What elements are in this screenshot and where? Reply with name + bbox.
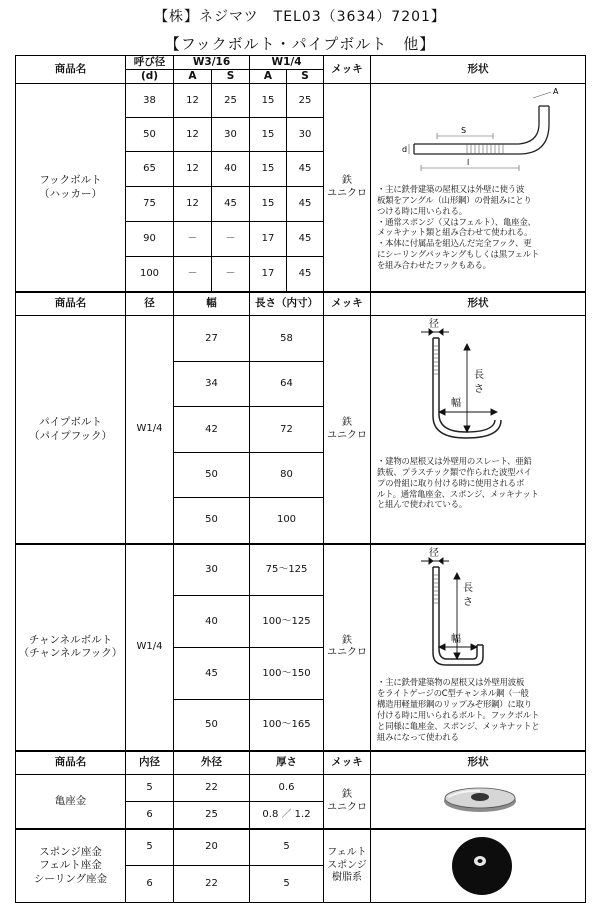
shape-hook [371, 84, 586, 292]
note-line: と同様に亀座金、スポンジ、メッキナットと [377, 720, 540, 731]
note-line: にシーリングパッキングもしくは黒フェルト [377, 249, 540, 260]
header-s: S [212, 70, 250, 84]
cell-outer: 25 [174, 802, 250, 829]
plating-hook [324, 84, 371, 292]
note-line: プの骨組に取り付ける時に使用されるボ [377, 477, 525, 488]
product-name-hook-bolt [16, 84, 126, 292]
plating-kame [324, 775, 371, 829]
cell-width: 50 [174, 700, 250, 751]
note-line: 組みになって使われる [377, 731, 459, 742]
note-line: つける時に用いられる。 [377, 205, 467, 216]
note-line: メッキナット類と組み合わせて使われる。 [377, 227, 533, 238]
cell-length: 80 [250, 453, 324, 498]
cell-s: 40 [212, 152, 250, 187]
product-name-line: スポンジ座金 [39, 846, 102, 859]
label-length: さ [463, 596, 473, 608]
header-s: S [287, 70, 324, 84]
label-a: A [553, 87, 559, 97]
cell-s: 25 [287, 84, 324, 118]
shape-channel [371, 544, 586, 751]
note-line: と組んで使われている。 [377, 499, 467, 510]
header-w14: W1/4 [250, 56, 324, 70]
label-d: d [402, 145, 408, 155]
label-diameter: 径 [429, 547, 439, 559]
product-name-line: フックボルト [39, 174, 102, 187]
plating-line: 樹脂系 [332, 872, 362, 884]
plating-line: ユニクロ [327, 429, 367, 441]
header-shape: 形状 [371, 292, 586, 316]
cell-a: － [174, 222, 212, 257]
cell-a: 15 [250, 187, 287, 222]
product-name-line: シーリング座金 [33, 872, 108, 885]
note-line: ・通常スポンジ（又はフェルト）、亀座金、 [377, 216, 536, 227]
plating-line: 鉄 [342, 175, 352, 186]
cell-inner: 6 [126, 802, 174, 829]
cell-width: 50 [174, 498, 250, 544]
cell-inner: 5 [126, 829, 174, 866]
header-thickness: 厚さ [250, 751, 324, 775]
header-product: 商品名 [16, 751, 126, 775]
note-line: を組み合わせたフックもある。 [377, 260, 491, 271]
cell-d: 90 [126, 222, 174, 257]
product-name-line: パイプボルト [39, 416, 102, 429]
note-line: 鉄板、プラスチック類で作られた波型パイ [377, 466, 532, 477]
product-name-line: チャンネルボルト [28, 634, 113, 647]
header-nominal: 呼び径 [126, 56, 174, 70]
cell-a: 12 [174, 84, 212, 118]
shape-sponge [371, 829, 586, 903]
note-line: 構造用軽量形鋼のリップみぞ形鋼）に取り [377, 699, 532, 710]
cell-diameter: W1/4 [126, 316, 174, 544]
cell-s: 45 [287, 152, 324, 187]
plating-sponge [324, 829, 371, 903]
cell-width: 50 [174, 453, 250, 498]
cell-d: 100 [126, 257, 174, 292]
cell-length: 100～150 [250, 648, 324, 700]
page-subtitle: 【フックボルト・パイプボルト 他】 [164, 35, 436, 53]
header-diameter: 径 [126, 292, 174, 316]
product-name-line: （パイプフック） [29, 429, 112, 442]
pipe-notes [371, 456, 585, 511]
cell-length: 72 [250, 407, 324, 453]
label-diameter: 径 [429, 319, 439, 331]
cell-length: 64 [250, 362, 324, 407]
note-line: ・主に鉄骨建築の屋根又は外壁に使う波 [377, 183, 525, 194]
note-line: 板類をアングル（山形鋼）の骨組みにとり [377, 194, 532, 205]
note-line: ・本体に付属品を組込んだ完全フック、更 [377, 238, 532, 249]
label-l: l [467, 158, 470, 168]
product-name-kame-washer: 亀座金 [16, 775, 126, 829]
plating-pipe [324, 316, 371, 544]
cell-outer: 22 [174, 775, 250, 802]
plating-line: ユニクロ [327, 801, 367, 813]
cell-length: 75～125 [250, 544, 324, 596]
cell-thickness: 0.8 ／ 1.2 [250, 802, 324, 829]
plating-line: フェルト [327, 847, 367, 859]
header-shape: 形状 [371, 751, 586, 775]
header-length: 長さ（内寸） [250, 292, 324, 316]
label-length: 長 [474, 370, 484, 382]
product-name-pipe-bolt [16, 316, 126, 544]
pipe-bolt-diagram [371, 316, 584, 451]
cell-width: 40 [174, 596, 250, 648]
note-line: ・主に鉄骨建築物の屋根又は外壁用波板 [377, 677, 525, 688]
shape-kame [371, 775, 586, 829]
product-name-line: フェルト座金 [39, 859, 102, 872]
plating-line: 鉄 [342, 789, 352, 800]
header-plating: メッキ [324, 751, 371, 775]
cell-d: 50 [126, 118, 174, 152]
header-plating: メッキ [324, 292, 371, 316]
plating-line: ユニクロ [327, 187, 367, 199]
cell-width: 45 [174, 648, 250, 700]
header-width: 幅 [174, 292, 250, 316]
cell-width: 30 [174, 544, 250, 596]
cell-thickness: 5 [250, 829, 324, 866]
header-product: 商品名 [16, 56, 126, 84]
cell-inner: 6 [126, 866, 174, 903]
hook-notes [371, 184, 585, 271]
cell-a: 12 [174, 187, 212, 222]
header-a: A [250, 70, 287, 84]
cell-d: 75 [126, 187, 174, 222]
plating-line: 鉄 [342, 634, 352, 646]
shape-pipe [371, 316, 586, 544]
product-name-line: （チャンネルフック） [18, 647, 123, 660]
product-name-channel-bolt [16, 544, 126, 751]
cell-outer: 22 [174, 866, 250, 903]
plating-line: スポンジ [327, 859, 367, 871]
cell-s: 30 [287, 118, 324, 152]
cell-d: 38 [126, 84, 174, 118]
channel-notes [371, 677, 585, 743]
cell-thickness: 5 [250, 866, 324, 903]
sponge-washer-image [372, 830, 585, 898]
cell-thickness: 0.6 [250, 775, 324, 802]
label-length: さ [474, 384, 484, 396]
plating-line: 鉄 [342, 417, 352, 428]
label-s: S [461, 126, 467, 136]
cell-a: 15 [250, 152, 287, 187]
cell-a: 12 [174, 152, 212, 187]
cell-d: 65 [126, 152, 174, 187]
cell-length: 100 [250, 498, 324, 544]
company-header: 【株】ネジマツ TEL03（3634）7201】 [154, 9, 446, 25]
header-product: 商品名 [16, 292, 126, 316]
cell-a: － [174, 257, 212, 292]
cell-s: 45 [212, 187, 250, 222]
label-length: 長 [463, 582, 473, 594]
cell-s: 45 [287, 187, 324, 222]
cell-outer: 20 [174, 829, 250, 866]
cell-a: 15 [250, 84, 287, 118]
cell-s: － [212, 222, 250, 257]
cell-inner: 5 [126, 775, 174, 802]
cell-s: 45 [287, 222, 324, 257]
header-inner-diameter: 内径 [126, 751, 174, 775]
header-plating: メッキ [324, 56, 371, 84]
product-table [15, 55, 586, 903]
label-width: 幅 [451, 398, 461, 410]
cell-a: 12 [174, 118, 212, 152]
kame-washer-image [372, 775, 585, 823]
hook-bolt-diagram [371, 84, 584, 179]
product-name-sponge-washer [16, 829, 126, 903]
cell-width: 42 [174, 407, 250, 453]
plating-channel [324, 544, 371, 751]
cell-length: 58 [250, 316, 324, 362]
cell-width: 34 [174, 362, 250, 407]
plating-line: ユニクロ [327, 647, 367, 659]
header-w316: W3/16 [174, 56, 250, 70]
cell-s: 45 [287, 257, 324, 292]
cell-length: 100～165 [250, 700, 324, 751]
label-width: 幅 [451, 633, 461, 645]
cell-length: 100～125 [250, 596, 324, 648]
note-line: ・建物の屋根又は外壁用のスレート、亜鉛 [377, 455, 532, 466]
header-outer-diameter: 外径 [174, 751, 250, 775]
cell-a: 15 [250, 118, 287, 152]
product-name-line: （ハッカー） [39, 187, 102, 200]
cell-a: 17 [250, 257, 287, 292]
cell-s: 30 [212, 118, 250, 152]
note-line: 付ける時に用いられるボルト。フックボルト [377, 710, 540, 721]
header-a: A [174, 70, 212, 84]
cell-width: 27 [174, 316, 250, 362]
note-line: ルト。通常亀座金、スポンジ、メッキナット [377, 488, 539, 499]
cell-s: 25 [212, 84, 250, 118]
cell-s: － [212, 257, 250, 292]
header-shape: 形状 [371, 56, 586, 84]
header-nominal-d: (d) [126, 70, 174, 84]
channel-bolt-diagram [371, 545, 584, 673]
cell-a: 17 [250, 222, 287, 257]
note-line: をライトゲージのC型チャンネル鋼（一般 [377, 688, 529, 699]
cell-diameter: W1/4 [126, 544, 174, 751]
